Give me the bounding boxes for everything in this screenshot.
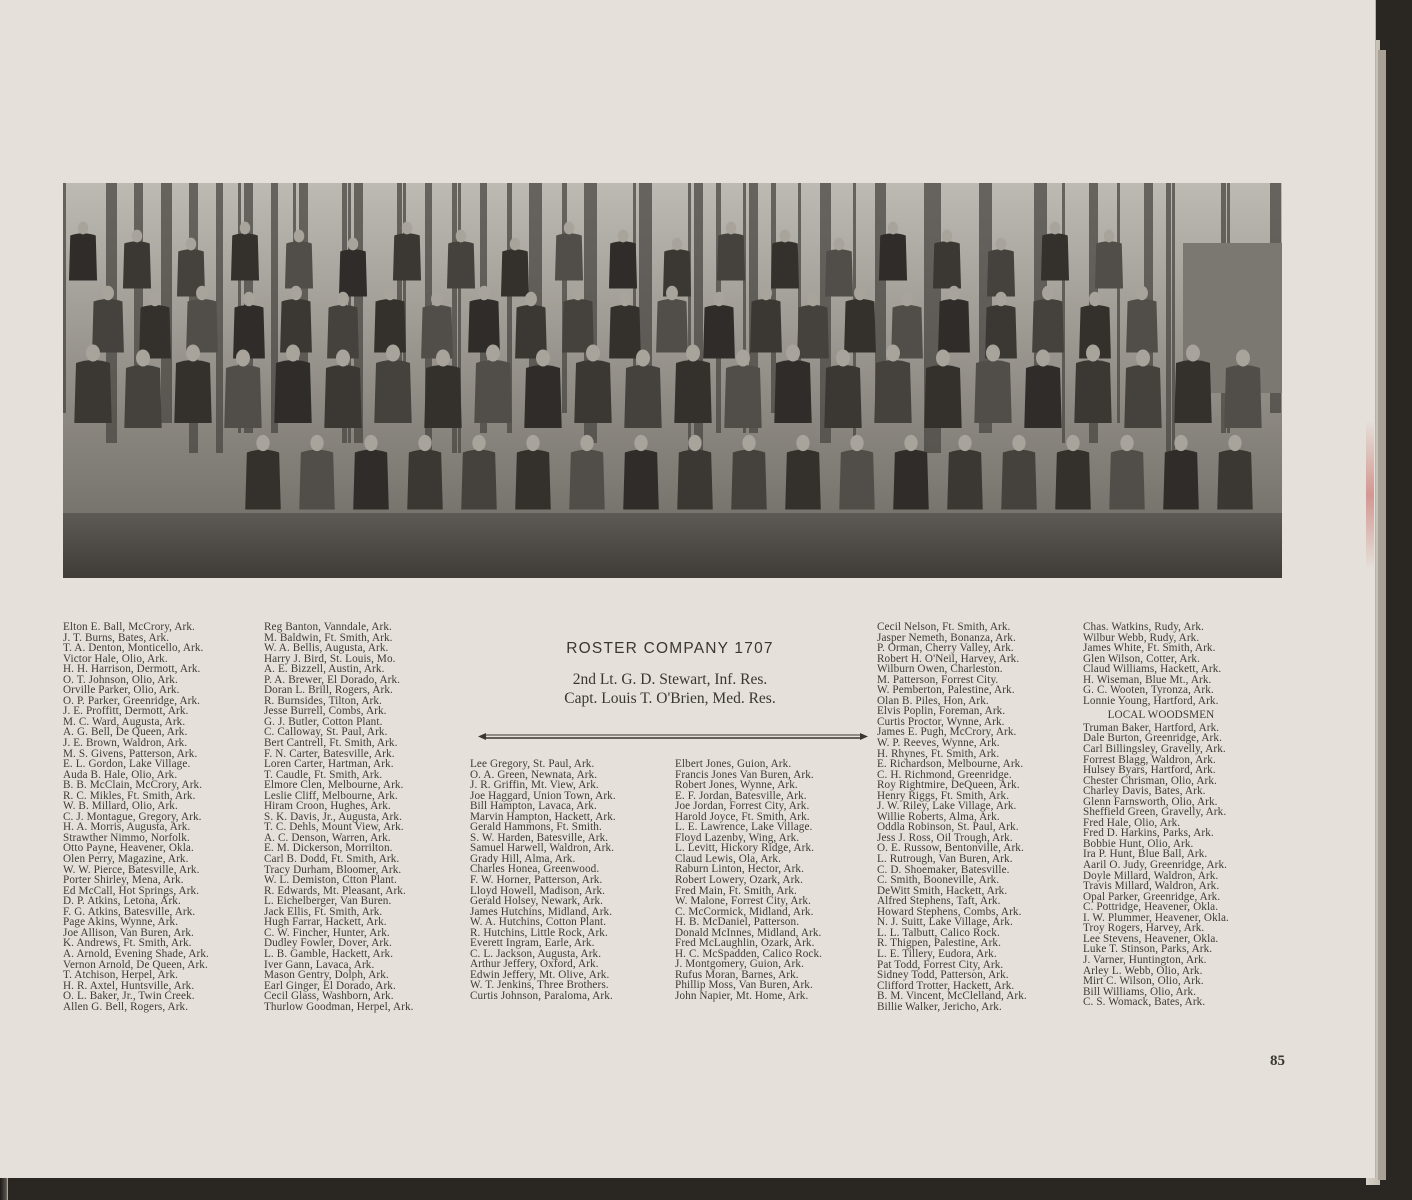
roster-entry: Fred Main, Ft. Smith, Ark.: [675, 884, 797, 897]
roster-entry: Robert H. O'Neil, Harvey, Ark.: [877, 652, 1020, 665]
roster-entry: John Napier, Mt. Home, Ark.: [675, 990, 809, 1003]
roster-entry: Floyd Lazenby, Wing, Ark.: [675, 831, 800, 844]
roster-entry: James White, Ft. Smith, Ark.: [1083, 642, 1216, 655]
roster-entry: Olan B. Piles, Hon, Ark.: [877, 694, 989, 707]
roster-entry: E. Richardson, Melbourne, Ark.: [877, 758, 1024, 771]
roster-entry: H. R. Axtel, Huntsville, Ark.: [63, 979, 195, 992]
roster-entry: Hulsey Byars, Hartford, Ark.: [1083, 764, 1216, 777]
roster-entry: O. E. Russow, Bentonville, Ark.: [877, 842, 1024, 855]
roster-entry: Cecil Glass, Washborn, Ark.: [264, 990, 394, 1003]
roster-entry: Henry Riggs, Ft. Smith, Ark.: [877, 789, 1010, 802]
roster-entry: Page Akins, Wynne, Ark.: [63, 916, 179, 929]
roster-entry: E. L. Gordon, Lake Village.: [63, 758, 191, 771]
roster-entry: Alfred Stephens, Taft, Ark.: [877, 895, 1001, 908]
roster-entry: M. S. Givens, Patterson, Ark.: [63, 747, 198, 760]
roster-entry: Luke T. Stinson, Parks, Ark.: [1083, 943, 1213, 956]
roster-entry: S. K. Davis, Jr., Augusta, Ark.: [264, 810, 402, 823]
roster-entry: DeWitt Smith, Hackett, Ark.: [877, 884, 1008, 897]
local-woodsmen-heading: LOCAL WOODSMEN: [1107, 709, 1215, 722]
roster-entry: E. M. Dickerson, Morrilton.: [264, 842, 393, 855]
roster-entry: L. B. Gamble, Hackett, Ark.: [264, 947, 394, 960]
roster-entry: A. E. Bizzell, Austin, Ark.: [264, 663, 385, 676]
roster-entry: A. Arnold, Evening Shade, Ark.: [63, 947, 209, 960]
roster-entry: Leslie Cliff, Melbourne, Ark.: [264, 789, 398, 802]
page-edge-shadow: [1378, 50, 1386, 1180]
roster-entry: F. N. Carter, Batesville, Ark.: [264, 747, 395, 760]
roster-entry: J. W. Riley, Lake Village, Ark.: [877, 800, 1017, 813]
roster-column-6: [1083, 622, 1229, 1008]
roster-entry: Elbert Jones, Guion, Ark.: [675, 758, 792, 770]
roster-entry: Glen Wilson, Cotter, Ark.: [1083, 652, 1200, 665]
roster-entry: Howard Stephens, Combs, Ark.: [877, 905, 1022, 918]
roster-entry: G. J. Butler, Cotton Plant.: [264, 715, 383, 728]
roster-entry: T. C. Dehls, Mount View, Ark.: [264, 821, 404, 834]
roster-entry: Marvin Hampton, Hackett, Ark.: [470, 810, 616, 823]
roster-entry: Reg Banton, Vanndale, Ark.: [264, 621, 392, 633]
roster-entry: L. E. Lawrence, Lake Village.: [675, 821, 813, 834]
roster-entry: Joe Haggard, Union Town, Ark.: [470, 789, 616, 802]
roster-entry: Claud Lewis, Ola, Ark.: [675, 852, 781, 865]
roster-entry: Arley L. Webb, Olio, Ark.: [1083, 964, 1203, 977]
roster-entry: H. A. Morris, Augusta, Ark.: [63, 821, 191, 834]
roster-entry: Wilburn Owen, Charleston.: [877, 663, 1003, 676]
roster-entry: Fred D. Harkins, Parks, Ark.: [1083, 827, 1214, 840]
roster-entry: Dale Burton, Greenridge, Ark.: [1083, 732, 1222, 745]
roster-entry: Raburn Linton, Hector, Ark.: [675, 863, 805, 876]
roster-entry: T. A. Denton, Monticello, Ark.: [63, 642, 204, 655]
roster-entry: Ed McCall, Hot Springs, Ark.: [63, 884, 200, 897]
roster-entry: Earl Ginger, El Dorado, Ark.: [264, 979, 396, 992]
roster-entry: Samuel Harwell, Waldron, Ark.: [470, 842, 615, 855]
roster-entry: C. H. Richmond, Greenridge.: [877, 768, 1012, 781]
roster-entry: Robert Lowery, Ozark, Ark.: [675, 874, 804, 887]
roster-column-5: [877, 622, 1027, 1012]
roster-entry: E. F. Jordan, Batesville, Ark.: [675, 789, 807, 802]
roster-entry: Harry J. Bird, St. Louis, Mo.: [264, 652, 396, 665]
roster-entry: Carl B. Dodd, Ft. Smith, Ark.: [264, 853, 400, 866]
officer-line-1: 2nd Lt. G. D. Stewart, Inf. Res.: [572, 671, 768, 688]
ornamental-rule: [478, 731, 868, 743]
roster-entry: Elvis Poplin, Foreman, Ark.: [877, 705, 1006, 718]
roster-entry: C. Calloway, St. Paul, Ark.: [264, 726, 388, 739]
roster-entry: B. B. McClain, McCrory, Ark.: [63, 779, 203, 792]
roster-entry: Porter Shirley, Mena, Ark.: [63, 874, 184, 887]
roster-entry: F. G. Atkins, Batesville, Ark.: [63, 905, 196, 918]
roster-entry: Robert Jones, Wynne, Ark.: [675, 779, 798, 792]
roster-entry: Francis Jones Van Buren, Ark.: [675, 768, 814, 781]
roster-entry: S. W. Harden, Batesville, Ark.: [470, 831, 609, 844]
roster-entry: Hiram Croon, Hughes, Ark.: [264, 800, 391, 813]
roster-entry: W. A. Bellis, Augusta, Ark.: [264, 642, 389, 655]
roster-entry: Hugh Farrar, Hackett, Ark.: [264, 916, 387, 929]
roster-entry: Mason Gentry, Dolph, Ark.: [264, 969, 389, 982]
roster-entry: C. Pottridge, Heavener, Okla.: [1083, 901, 1219, 914]
roster-entry: Elmore Clen, Melbourne, Ark.: [264, 779, 404, 792]
roster-entry: W. Pemberton, Palestine, Ark.: [877, 684, 1015, 697]
roster-entry: G. C. Wooten, Tyronza, Ark.: [1083, 684, 1214, 697]
roster-entry: P. Orman, Cherry Valley, Ark.: [877, 642, 1014, 655]
roster-entry: H. Rhynes, Ft. Smith, Ark.: [877, 747, 1000, 760]
roster-entry: J. E. Brown, Waldron, Ark.: [63, 737, 188, 750]
roster-entry: W. L. Demiston, Ctton Plant.: [264, 874, 397, 887]
roster-entry: Roy Rightmire, DeQueen, Ark.: [877, 779, 1020, 792]
roster-column-4: [675, 759, 822, 1002]
roster-entry: Loren Carter, Hartman, Ark.: [264, 758, 394, 771]
roster-entry: A. C. Denson, Warren, Ark.: [264, 831, 391, 844]
roster-entry: Orville Parker, Olio, Ark.: [63, 684, 180, 697]
roster-entry: Allen G. Bell, Rogers, Ark.: [63, 1000, 189, 1013]
roster-entry: T. Atchison, Herpel, Ark.: [63, 969, 179, 982]
roster-entry: Charley Davis, Bates, Ark.: [1083, 785, 1206, 798]
roster-entry: Claud Williams, Hackett, Ark.: [1083, 663, 1222, 676]
roster-entry: Bill Williams, Olio, Ark.: [1083, 985, 1197, 998]
roster-entry: Charles Honea, Greenwood.: [470, 863, 600, 876]
roster-entry: Iver Gann, Lavaca, Ark.: [264, 958, 375, 971]
roster-column-3: [470, 759, 616, 1002]
roster-entry: J. E. Proffitt, Dermott, Ark.: [63, 705, 189, 718]
roster-entry: Otto Payne, Heavener, Okla.: [63, 842, 194, 855]
officer-line-2: Capt. Louis T. O'Brien, Med. Res.: [564, 690, 776, 707]
roster-entry: L. Eichelberger, Van Buren.: [264, 895, 392, 908]
roster-entry: Curtis Johnson, Paraloma, Ark.: [470, 990, 613, 1003]
page-number: 85: [1270, 1053, 1285, 1069]
roster-entry: Donald McInnes, Midland, Ark.: [675, 926, 822, 939]
tree-trunk: [63, 183, 66, 413]
roster-entry: Bill Hampton, Lavaca, Ark.: [470, 800, 597, 813]
roster-entry: Chas. Watkins, Rudy, Ark.: [1083, 621, 1204, 633]
roster-entry: Fred Hale, Olio, Ark.: [1083, 816, 1181, 829]
roster-entry: W. B. Millard, Olio, Ark.: [63, 800, 178, 813]
roster-entry: Thurlow Goodman, Herpel, Ark.: [264, 1000, 414, 1013]
roster-entry: D. P. Atkins, Letona, Ark.: [63, 895, 181, 908]
roster-entry: W. Malone, Forrest City, Ark.: [675, 895, 811, 908]
roster-entry: Lonnie Young, Hartford, Ark.: [1083, 694, 1219, 707]
roster-title: ROSTER COMPANY 1707: [566, 640, 774, 657]
tree-trunk: [562, 183, 567, 413]
roster-entry: J. Varner, Huntington, Ark.: [1083, 953, 1207, 966]
roster-entry: B. M. Vincent, McClelland, Ark.: [877, 990, 1027, 1003]
roster-entry: H. C. McSpadden, Calico Rock.: [675, 947, 823, 960]
roster-entry: O. P. Parker, Greenridge, Ark.: [63, 694, 201, 707]
roster-entry: C. S. Womack, Bates, Ark.: [1083, 996, 1206, 1009]
roster-entry: O. T. Johnson, Olio, Ark.: [63, 673, 178, 686]
roster-entry: Strawther Nimmo, Norfolk.: [63, 831, 190, 844]
roster-header: [480, 640, 860, 708]
roster-entry: Wilbur Webb, Rudy, Ark.: [1083, 631, 1200, 644]
roster-entry: W. A. Hutchins, Cotton Plant.: [470, 916, 607, 929]
roster-entry: Dudley Fowler, Dover, Ark.: [264, 937, 392, 950]
roster-entry: Sidney Todd, Patterson, Ark.: [877, 969, 1009, 982]
roster-entry: Tracy Durham, Bloomer, Ark.: [264, 863, 402, 876]
roster-entry: Lloyd Howell, Madison, Ark.: [470, 884, 606, 897]
roster-entry: Mirt C. Wilson, Olio, Ark.: [1083, 975, 1204, 988]
roster-entry: J. R. Griffin, Mt. View, Ark.: [470, 779, 599, 792]
roster-column-1: [63, 622, 209, 1012]
roster-entry: F. W. Horner, Patterson, Ark.: [470, 874, 603, 887]
roster-entry: Arthur Jeffery, Oxford, Ark.: [470, 958, 599, 971]
roster-entry: Gerald Hammons, Ft. Smith.: [470, 821, 602, 834]
roster-entry: Rufus Moran, Barnes, Ark.: [675, 968, 799, 981]
roster-entry: Aaril O. Judy, Greenridge, Ark.: [1083, 859, 1228, 872]
roster-entry: Harold Joyce, Ft. Smith, Ark.: [675, 810, 810, 823]
roster-entry: Grady Hill, Alma, Ark.: [470, 852, 576, 865]
roster-entry: Lee Gregory, St. Paul, Ark.: [470, 758, 595, 770]
roster-entry: R. C. Mikles, Ft. Smith, Ark.: [63, 789, 196, 802]
roster-entry: Doyle Millard, Waldron, Ark.: [1083, 869, 1219, 882]
roster-entry: W. T. Jenkins, Three Brothers.: [470, 979, 609, 992]
roster-entry: Travis Millard, Waldron, Ark.: [1083, 880, 1220, 893]
roster-entry: Joe Jordan, Forrest City, Ark.: [675, 800, 810, 813]
roster-entry: Bert Cantrell, Ft. Smith, Ark.: [264, 737, 398, 750]
tree-trunk: [216, 183, 223, 453]
roster-entry: Elton E. Ball, McCrory, Ark.: [63, 621, 195, 633]
roster-entry: H. Wiseman, Blue Mt., Ark.: [1083, 673, 1212, 686]
roster-entry: Ira P. Hunt, Blue Ball, Ark.: [1083, 848, 1208, 861]
roster-entry: J. Montgomery, Guion, Ark.: [675, 958, 804, 971]
roster-entry: R. Edwards, Mt. Pleasant, Ark.: [264, 884, 406, 897]
roster-entry: L. Levitt, Hickory Ridge, Ark.: [675, 842, 815, 855]
roster-entry: Billie Walker, Jericho, Ark.: [877, 1000, 1002, 1013]
roster-entry: Pat Todd, Forrest City, Ark.: [877, 958, 1004, 971]
roster-entry: Clifford Trotter, Hackett, Ark.: [877, 979, 1015, 992]
roster-entry: Oddla Robinson, St. Paul, Ark.: [877, 821, 1019, 834]
roster-entry: Chester Chrisman, Olio, Ark.: [1083, 774, 1217, 787]
roster-entry: Carl Billingsley, Gravelly, Ark.: [1083, 743, 1226, 756]
roster-entry: James E. Pugh, McCrory, Ark.: [877, 726, 1017, 739]
roster-entry: A. G. Bell, De Queen, Ark.: [63, 726, 188, 739]
roster-entry: Olen Perry, Magazine, Ark.: [63, 853, 189, 866]
roster-entry: O. L. Baker, Jr., Twin Creek.: [63, 990, 195, 1003]
roster-entry: Glenn Farnsworth, Olio, Ark.: [1083, 795, 1218, 808]
roster-entry: C. McCormick, Midland, Ark.: [675, 905, 814, 918]
roster-entry: Jess J. Ross, Oil Trough, Ark.: [877, 831, 1013, 844]
roster-column-2: [264, 622, 414, 1012]
roster-entry: Troy Rogers, Harvey, Ark.: [1083, 922, 1205, 935]
roster-entry: Jack Ellis, Ft. Smith, Ark.: [264, 905, 383, 918]
roster-entry: Lee Stevens, Heavener, Okla.: [1083, 932, 1219, 945]
roster-entry: Everett Ingram, Earle, Ark.: [470, 937, 595, 950]
roster-entry: R. Thigpen, Palestine, Ark.: [877, 937, 1001, 950]
roster-entry: C. W. Fincher, Hunter, Ark.: [264, 926, 390, 939]
roster-entry: L. L. Talbutt, Calico Rock.: [877, 926, 1000, 939]
roster-entry: Edwin Jeffery, Mt. Olive, Ark.: [470, 968, 610, 981]
roster-entry: Cecil Nelson, Ft. Smith, Ark.: [877, 621, 1011, 633]
tree-trunk: [161, 183, 168, 423]
roster-entry: J. T. Burns, Bates, Ark.: [63, 631, 170, 644]
roster-entry: James Hutchins, Midland, Ark.: [470, 905, 613, 918]
roster-entry: M. Baldwin, Ft. Smith, Ark.: [264, 631, 393, 644]
roster-entry: H. H. Harrison, Dermott, Ark.: [63, 663, 201, 676]
roster-entry: M. Patterson, Forrest City.: [877, 673, 999, 686]
roster-entry: L. E. Tillery, Eudora, Ark.: [877, 947, 997, 960]
roster-entry: P. A. Brewer, El Dorado, Ark.: [264, 673, 401, 686]
roster-entry: Vernon Arnold, De Queen, Ark.: [63, 958, 208, 971]
roster-entry: N. J. Suitt, Lake Village, Ark.: [877, 916, 1013, 929]
roster-entry: T. Caudle, Ft. Smith, Ark.: [264, 768, 383, 781]
roster-entry: M. C. Ward, Augusta, Ark.: [63, 715, 186, 728]
roster-entry: Auda B. Hale, Olio, Ark.: [63, 768, 178, 781]
roster-entry: Fred McLaughlin, Ozark, Ark.: [675, 937, 815, 950]
roster-entry: C. D. Shoemaker, Batesville.: [877, 863, 1010, 876]
roster-entry: Opal Parker, Greenridge, Ark.: [1083, 890, 1221, 903]
tree-trunk: [771, 183, 776, 413]
roster-entry: L. Rutrough, Van Buren, Ark.: [877, 853, 1013, 866]
roster-entry: Truman Baker, Hartford, Ark.: [1083, 721, 1220, 734]
roster-entry: C. Smith, Booneville, Ark.: [877, 874, 1000, 887]
roster-entry: C. J. Montague, Gregory, Ark.: [63, 810, 202, 823]
roster-entry: R. Hutchins, Little Rock, Ark.: [470, 926, 608, 939]
roster-entry: Victor Hale, Olio, Ark.: [63, 652, 168, 665]
roster-entry: R. Burnsides, Tilton, Ark.: [264, 694, 382, 707]
roster-entry: C. L. Jackson, Augusta, Ark.: [470, 947, 602, 960]
page-edge-stain: [1366, 420, 1374, 570]
roster-entry: W. P. Reeves, Wynne, Ark.: [877, 737, 1000, 750]
roster-entry: I. W. Plummer, Heavener, Okla.: [1083, 911, 1229, 924]
roster-entry: H. B. McDaniel, Patterson.: [675, 916, 800, 929]
roster-entry: Doran L. Brill, Rogers, Ark.: [264, 684, 393, 697]
roster-entry: Jesse Burrell, Combs, Ark.: [264, 705, 387, 718]
roster-entry: O. A. Green, Newnata, Ark.: [470, 768, 598, 781]
photo-illustration: [63, 183, 1282, 578]
tree-trunk: [1166, 183, 1171, 453]
roster-entry: Forrest Blagg, Waldron, Ark.: [1083, 753, 1216, 766]
roster-entry: Jasper Nemeth, Bonanza, Ark.: [877, 631, 1016, 644]
group-photograph: [63, 183, 1282, 578]
roster-entry: Sheffield Green, Gravelly, Ark.: [1083, 806, 1227, 819]
roster-entry: Joe Allison, Van Buren, Ark.: [63, 926, 194, 939]
roster-entry: Phillip Moss, Van Buren, Ark.: [675, 979, 813, 992]
roster-entry: Willie Roberts, Alma, Ark.: [877, 810, 1000, 823]
tree-trunk: [1172, 183, 1175, 453]
roster-entry: K. Andrews, Ft. Smith, Ark.: [63, 937, 192, 950]
tree-trunk: [1117, 183, 1120, 423]
roster-entry: W. W. Pierce, Batesville, Ark.: [63, 863, 200, 876]
roster-entry: Bobbie Hunt, Olio, Ark.: [1083, 837, 1194, 850]
roster-entry: Curtis Proctor, Wynne, Ark.: [877, 715, 1005, 728]
roster-entry: Gerald Holsey, Newark, Ark.: [470, 895, 604, 908]
